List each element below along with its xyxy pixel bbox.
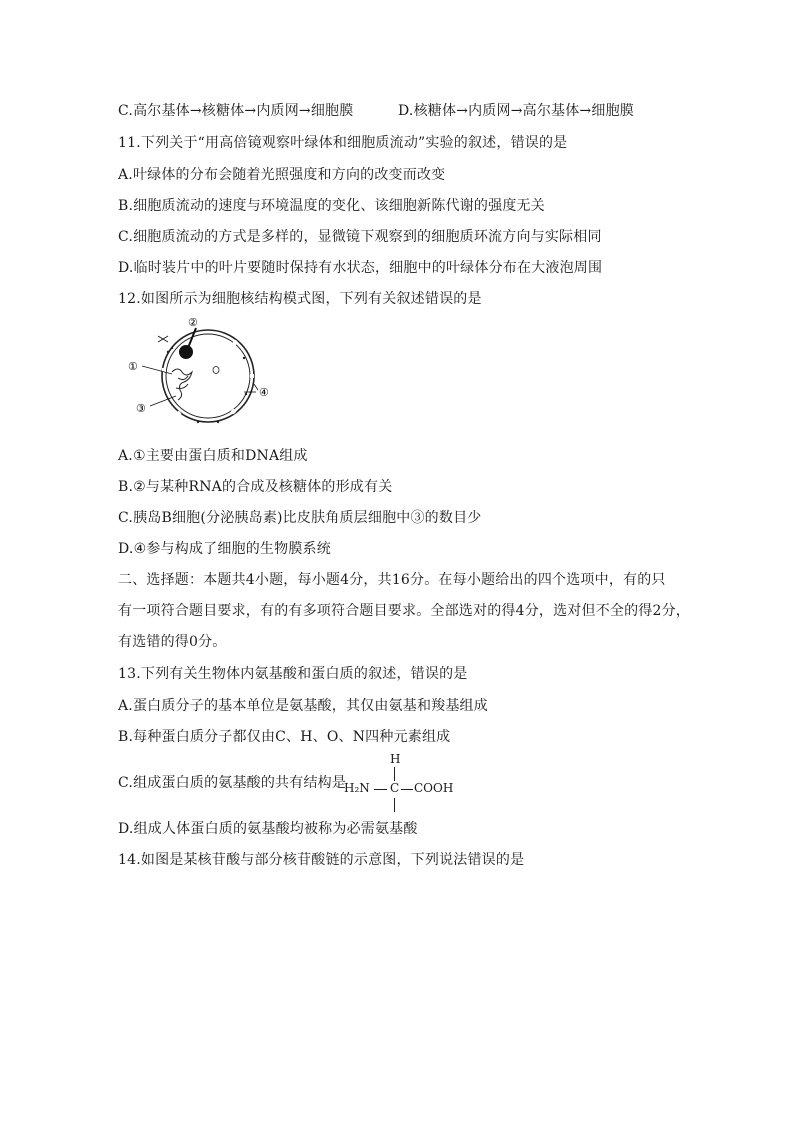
formula-top-bond xyxy=(394,767,395,781)
section-2-intro-2: 有一项符合题目要求，有的有多项符合题目要求。全部选对的得4分，选对但不全的得2分， xyxy=(118,603,691,619)
section-2-intro-3: 有选错的得0分。 xyxy=(118,634,227,650)
formula-amino-group: H₂N xyxy=(344,781,370,795)
option-11a: A.叶绿体的分布会随着光照强度和方向的改变而改变 xyxy=(118,167,446,183)
option-10d: D.核糖体→内质网→高尔基体→细胞膜 xyxy=(398,103,634,119)
option-11b: B.细胞质流动的速度与环境温度的变化、该细胞新陈代谢的强度无关 xyxy=(118,198,545,214)
formula-center-c: C xyxy=(390,781,400,795)
formula-left-bond xyxy=(374,789,387,790)
nuclear-envelope-inner xyxy=(166,334,250,418)
option-11d: D.临时装片中的叶片要随时保持有水状态，细胞中的叶绿体分布在大液泡周围 xyxy=(118,260,603,276)
formula-right-bond xyxy=(401,789,413,790)
chromatin xyxy=(172,369,192,400)
question-11: 11.下列关于“用高倍镜观察叶绿体和细胞质流动”实验的叙述，错误的是 xyxy=(118,135,568,151)
option-13b: B.每种蛋白质分子都仅由C、H、O、N四种元素组成 xyxy=(118,729,451,745)
nucleus-diagram xyxy=(128,318,278,428)
label-3: ③ xyxy=(136,402,146,415)
option-13d: D.组成人体蛋白质的氨基酸均被称为必需氨基酸 xyxy=(118,821,418,837)
formula-bottom-bond xyxy=(394,798,395,812)
label-2: ② xyxy=(188,318,198,329)
label-4: ④ xyxy=(259,386,269,399)
option-11c: C.细胞质流动的方式是多样的，显微镜下观察到的细胞质环流方向与实际相同 xyxy=(118,229,602,245)
question-12: 12.如图所示为细胞核结构模式图，下列有关叙述错误的是 xyxy=(118,291,482,307)
option-12d: D.④参与构成了细胞的生物膜系统 xyxy=(118,541,331,557)
option-13c: C.组成蛋白质的氨基酸的共有结构是 xyxy=(118,775,347,791)
section-2-intro-1: 二、选择题：本题共4小题，每小题4分，共16分。在每小题给出的四个选项中，有的只 xyxy=(118,572,666,588)
formula-carboxyl-group: COOH xyxy=(414,781,454,795)
option-12b: B.②与某种RNA的合成及核糖体的形成有关 xyxy=(118,479,393,495)
option-12c: C.胰岛B细胞(分泌胰岛素)比皮肤角质层细胞中③的数目少 xyxy=(118,510,482,526)
formula-top-h: H xyxy=(390,752,401,766)
label-1: ① xyxy=(128,360,138,373)
option-10c: C.高尔基体→核糖体→内质网→细胞膜 xyxy=(118,103,354,119)
option-13a: A.蛋白质分子的基本单位是氨基酸，其仅由氨基和羧基组成 xyxy=(118,698,488,714)
option-12a: A.①主要由蛋白质和DNA组成 xyxy=(118,448,308,464)
nucleolus xyxy=(179,345,193,359)
nuclear-pores xyxy=(162,329,254,415)
question-14: 14.如图是某核苷酸与部分核苷酸链的示意图，下列说法错误的是 xyxy=(118,852,525,868)
question-13: 13.下列有关生物体内氨基酸和蛋白质的叙述，错误的是 xyxy=(118,666,468,682)
nuclear-envelope-outer xyxy=(162,330,254,422)
